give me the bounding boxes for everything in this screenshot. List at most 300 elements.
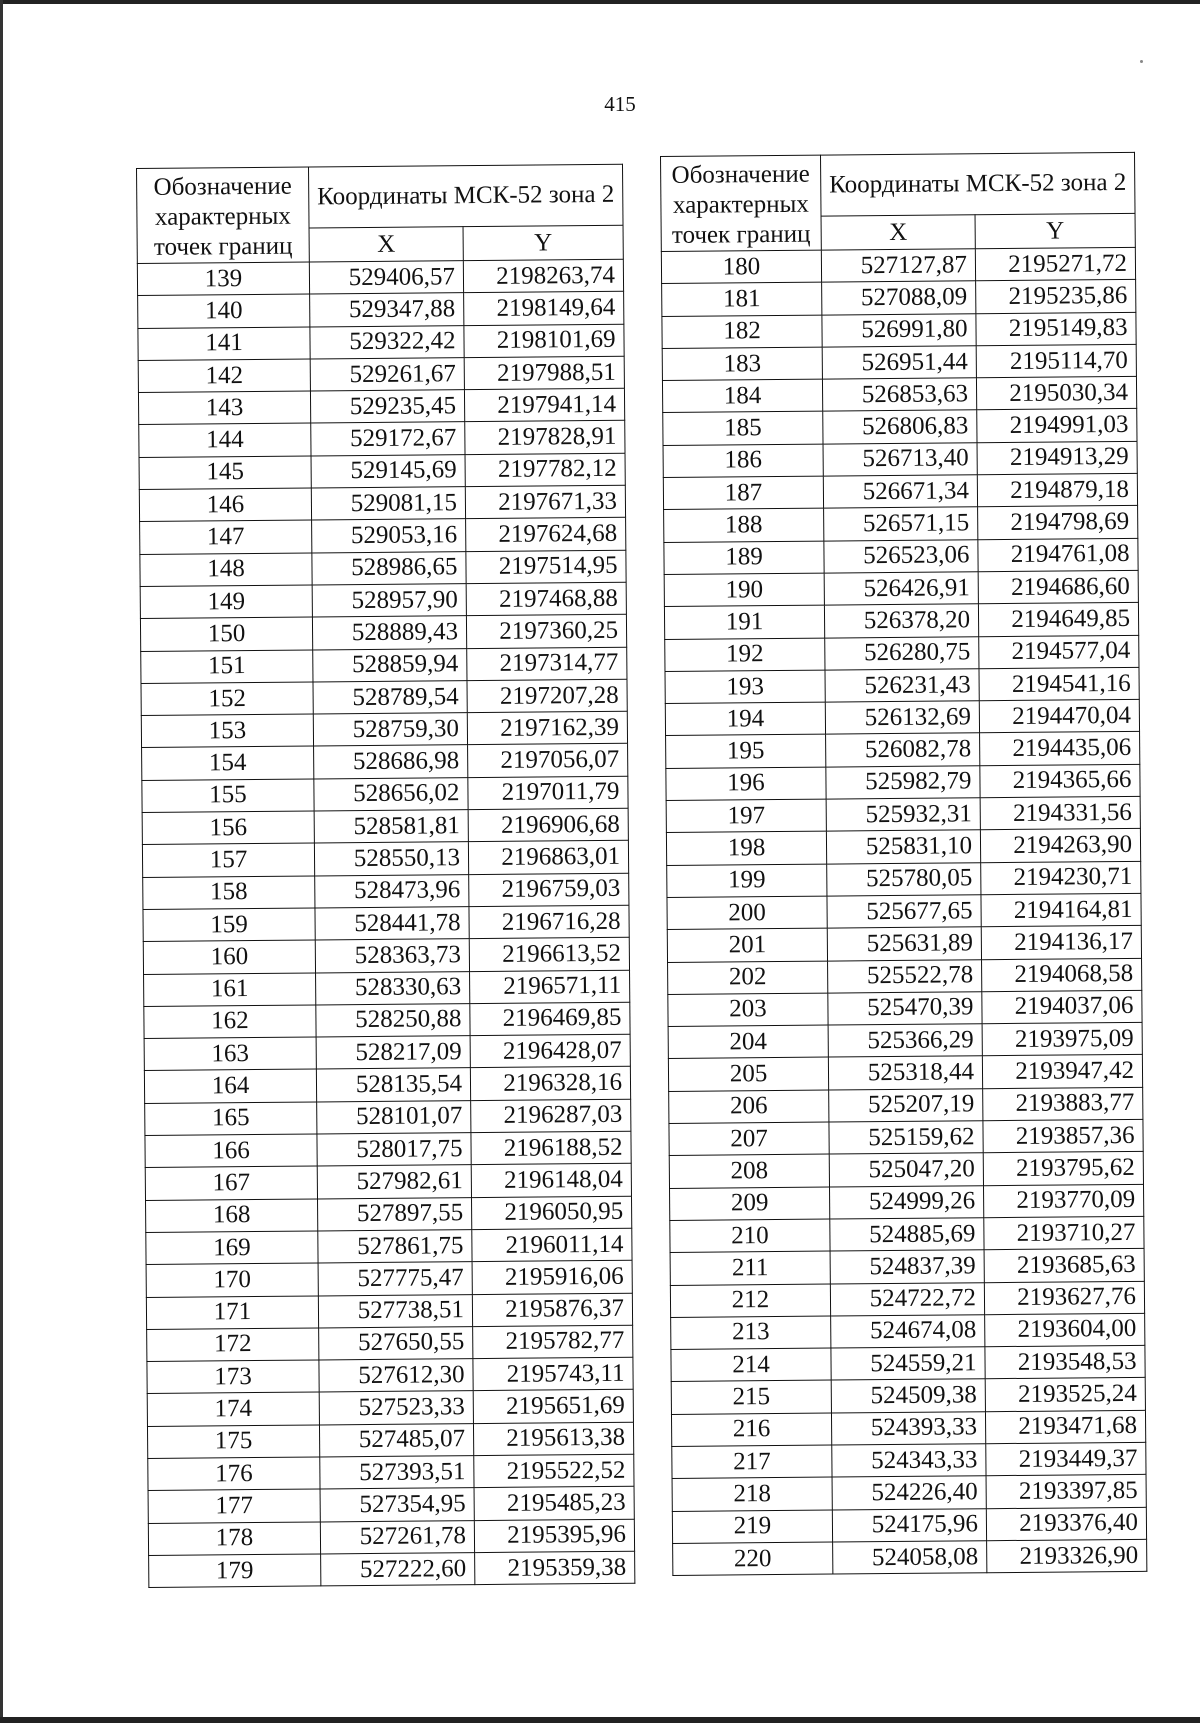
x-coordinate: 524559,21 [831,1347,985,1381]
x-coordinate: 527523,33 [319,1391,473,1425]
y-coordinate: 2196050,95 [471,1196,631,1230]
x-coordinate: 524393,33 [831,1411,985,1445]
y-coordinate: 2195395,96 [474,1519,634,1553]
x-coordinate: 527261,78 [320,1520,474,1554]
y-coordinate: 2196716,28 [469,905,629,939]
y-coordinate: 2196428,07 [470,1034,630,1068]
table-row [144,1002,630,1039]
y-coordinate: 2197011,79 [468,776,628,810]
table-row [662,377,1136,413]
point-number: 189 [664,541,824,575]
table-row [138,292,624,329]
x-coordinate: 525159,62 [829,1121,983,1155]
table-row [663,441,1137,477]
x-coordinate: 526280,75 [825,636,979,670]
table-row [145,1164,631,1201]
table-row [665,699,1139,735]
y-coordinate: 2193449,37 [986,1442,1146,1476]
table-row [663,473,1137,509]
point-number: 216 [671,1413,831,1447]
table-row [147,1422,633,1459]
point-number: 193 [665,670,825,704]
x-coordinate: 528101,07 [317,1100,471,1134]
coordinates-table-right [660,152,1147,1576]
table-row [147,1357,633,1394]
x-coordinate: 528017,75 [317,1133,471,1167]
point-number: 219 [672,1510,832,1544]
x-coordinate: 525982,79 [826,765,980,799]
x-coordinate: 527738,51 [318,1294,472,1328]
table-row [142,808,628,845]
table-row [669,1152,1143,1188]
point-number: 153 [141,714,313,748]
point-number: 178 [148,1522,320,1556]
point-number: 211 [670,1251,830,1285]
x-header: X [821,215,975,250]
table-row [664,506,1138,542]
y-coordinate: 2193548,53 [985,1345,1145,1379]
x-coordinate: 527982,61 [317,1165,471,1199]
x-coordinate: 528135,54 [316,1068,470,1102]
y-coordinate: 2193795,62 [983,1152,1143,1186]
y-coordinate: 2193947,42 [982,1055,1142,1089]
point-number: 174 [147,1392,319,1426]
point-number: 168 [146,1199,318,1233]
x-coordinate: 529261,67 [310,358,464,392]
x-coordinate: 524885,69 [830,1218,984,1252]
table-row [665,667,1139,703]
table-row [143,937,629,974]
point-number: 159 [143,908,315,942]
point-number: 163 [144,1037,316,1071]
x-coordinate: 524226,40 [832,1476,986,1510]
table-row [137,259,623,296]
point-number: 149 [140,585,312,619]
x-coordinate: 525522,78 [828,959,982,993]
y-coordinate: 2196613,52 [469,937,629,971]
x-coordinate: 529081,15 [311,487,465,521]
table-row [664,570,1138,606]
point-number: 172 [147,1328,319,1362]
point-number: 185 [663,412,823,446]
y-coordinate: 2194470,04 [979,699,1139,733]
table-row [669,1119,1143,1155]
x-coordinate: 528986,65 [312,551,466,585]
table-row [148,1486,634,1523]
y-coordinate: 2195876,37 [472,1293,632,1327]
y-coordinate: 2195522,52 [474,1454,634,1488]
point-number: 167 [145,1166,317,1200]
point-number: 154 [142,746,314,780]
table-row [139,421,625,458]
y-coordinate: 2197207,28 [467,679,627,713]
x-coordinate: 527650,55 [319,1326,473,1360]
x-coordinate: 524343,33 [832,1444,986,1478]
table-row [662,312,1136,348]
page-number: 415 [604,92,636,116]
y-coordinate: 2193770,09 [983,1184,1143,1218]
point-number: 156 [142,811,314,845]
x-coordinate: 528550,13 [314,842,468,876]
point-number: 207 [669,1122,829,1156]
x-coordinate: 528330,63 [316,971,470,1005]
point-number: 214 [671,1348,831,1382]
point-number: 139 [137,262,309,296]
table-row [669,1087,1143,1123]
table-body-left [137,259,635,1587]
y-coordinate: 2196469,85 [470,1002,630,1036]
y-coordinate: 2197162,39 [467,711,627,745]
y-coordinate: 2197988,51 [464,356,624,390]
x-coordinate: 529235,45 [310,390,464,424]
table-row [672,1475,1146,1511]
y-coordinate: 2194331,56 [980,796,1140,830]
table-row [142,776,628,813]
table-row [666,764,1140,800]
table-row [141,679,627,716]
y-coordinate: 2195651,69 [473,1390,633,1424]
x-coordinate: 525470,39 [828,992,982,1026]
point-number: 194 [665,702,825,736]
point-number: 199 [667,864,827,898]
y-coordinate: 2194541,16 [979,667,1139,701]
table-row [661,247,1135,283]
table-row [668,990,1142,1026]
y-coordinate: 2196188,52 [471,1131,631,1165]
table-row [670,1184,1144,1220]
y-coordinate: 2197828,91 [465,421,625,455]
point-number: 188 [664,508,824,542]
y-coordinate: 2193397,85 [986,1475,1146,1509]
x-coordinate: 528441,78 [315,907,469,941]
table-row [663,409,1137,445]
y-coordinate: 2198263,74 [463,259,623,293]
table-row [146,1293,632,1330]
x-coordinate: 528473,96 [315,874,469,908]
x-coordinate: 528957,90 [312,584,466,618]
y-coordinate: 2194164,81 [981,893,1141,927]
point-number: 183 [662,347,822,381]
y-coordinate: 2197514,95 [466,550,626,584]
y-coordinate: 2198101,69 [464,324,624,358]
point-number: 180 [661,250,821,284]
x-coordinate: 529406,57 [309,261,463,295]
x-coordinate: 529145,69 [311,454,465,488]
point-number: 206 [669,1090,829,1124]
table-row [149,1551,635,1588]
y-coordinate: 2196287,03 [471,1099,631,1133]
point-number: 186 [663,444,823,478]
point-number: 142 [138,359,310,393]
y-coordinate: 2193975,09 [982,1022,1142,1056]
x-coordinate: 528581,81 [314,810,468,844]
x-coordinate: 526132,69 [825,701,979,735]
y-coordinate: 2196011,14 [472,1228,632,1262]
y-coordinate: 2194686,60 [978,570,1138,604]
x-coordinate: 525677,65 [827,895,981,929]
table-row [139,453,625,490]
point-number: 200 [667,896,827,930]
table-row [667,861,1141,897]
y-coordinate: 2196863,01 [468,841,628,875]
y-coordinate: 2193376,40 [986,1507,1146,1541]
table-row [672,1442,1146,1478]
point-number: 150 [140,617,312,651]
designation-header: Обозначение характерных точек границ [137,167,310,263]
x-coordinate: 524999,26 [830,1185,984,1219]
y-coordinate: 2196571,11 [470,970,630,1004]
y-coordinate: 2196759,03 [469,873,629,907]
x-coordinate: 527393,51 [320,1456,474,1490]
x-coordinate: 524175,96 [832,1508,986,1542]
point-number: 205 [668,1057,828,1091]
point-number: 166 [145,1134,317,1168]
y-header: Y [975,214,1135,249]
x-coordinate: 526671,34 [823,475,977,509]
table-row [664,538,1138,574]
y-coordinate: 2195485,23 [474,1486,634,1520]
y-coordinate: 2194577,04 [979,635,1139,669]
x-coordinate: 528363,73 [315,939,469,973]
table-row [673,1539,1147,1575]
y-coordinate: 2196906,68 [468,808,628,842]
table-row [147,1390,633,1427]
table-row [145,1131,631,1168]
y-coordinate: 2193604,00 [985,1313,1145,1347]
point-number: 215 [671,1380,831,1414]
table-row [671,1313,1145,1349]
scan-speck [1140,60,1143,63]
table-row [666,796,1140,832]
x-coordinate: 526951,44 [822,346,976,380]
coordinates-header: Координаты МСК-52 зона 2 [820,152,1135,216]
table-row [662,280,1136,316]
y-coordinate: 2194798,69 [978,506,1138,540]
table-row [148,1454,634,1491]
table-row [148,1519,634,1556]
point-number: 155 [142,779,314,813]
x-coordinate: 526991,80 [822,313,976,347]
point-number: 143 [138,391,310,425]
x-coordinate: 525831,10 [826,830,980,864]
point-number: 187 [663,476,823,510]
point-number: 152 [141,682,313,716]
table-row [670,1249,1144,1285]
table-row [670,1281,1144,1317]
x-coordinate: 528859,94 [313,648,467,682]
x-coordinate: 528686,98 [314,745,468,779]
y-coordinate: 2197624,68 [466,518,626,552]
table-row [671,1345,1145,1381]
table-row [138,324,624,361]
page-edge-left [0,0,3,1723]
point-number: 141 [138,327,310,361]
table-row [144,970,630,1007]
y-coordinate: 2196148,04 [471,1164,631,1198]
y-coordinate: 2197671,33 [465,485,625,519]
table-row [666,732,1140,768]
y-coordinate: 2194879,18 [977,473,1137,507]
x-coordinate: 529347,88 [310,293,464,327]
table-row [662,344,1136,380]
y-coordinate: 2195149,83 [976,312,1136,346]
y-coordinate: 2195271,72 [975,247,1135,281]
y-coordinate: 2197941,14 [464,388,624,422]
y-coordinate: 2193883,77 [983,1087,1143,1121]
x-coordinate: 525207,19 [829,1088,983,1122]
y-coordinate: 2195743,11 [473,1357,633,1391]
y-coordinate: 2195030,34 [976,377,1136,411]
y-coordinate: 2197782,12 [465,453,625,487]
table-row [142,744,628,781]
table-row [138,388,624,425]
point-number: 177 [148,1489,320,1523]
y-coordinate: 2195359,38 [475,1551,635,1585]
coordinates-table-left [136,164,635,1588]
y-coordinate: 2195613,38 [473,1422,633,1456]
x-coordinate: 527485,07 [319,1423,473,1457]
y-coordinate: 2195782,77 [473,1325,633,1359]
table-row [671,1410,1145,1446]
y-coordinate: 2194230,71 [981,861,1141,895]
x-coordinate: 525366,29 [828,1024,982,1058]
x-coordinate: 526426,91 [824,572,978,606]
table-row [140,550,626,587]
table-row [667,926,1141,962]
x-coordinate: 527088,09 [822,281,976,315]
point-number: 201 [667,928,827,962]
table-row [664,603,1138,639]
x-coordinate: 527354,95 [320,1488,474,1522]
point-number: 190 [664,573,824,607]
table-row [665,635,1139,671]
x-coordinate: 525047,20 [829,1153,983,1187]
table-row [144,1034,630,1071]
point-number: 179 [149,1554,321,1588]
x-coordinate: 527775,47 [318,1262,472,1296]
table-row [144,1067,630,1104]
table-row [671,1378,1145,1414]
y-coordinate: 2197314,77 [467,647,627,681]
table-row [146,1228,632,1265]
y-coordinate: 2196328,16 [470,1067,630,1101]
point-number: 148 [140,553,312,587]
designation-header: Обозначение характерных точек границ [661,155,822,251]
point-number: 182 [662,315,822,349]
table-row [146,1196,632,1233]
x-coordinate: 524509,38 [831,1379,985,1413]
x-coordinate: 526523,06 [824,539,978,573]
x-coordinate: 525780,05 [827,862,981,896]
x-coordinate: 524674,08 [831,1315,985,1349]
point-number: 173 [147,1360,319,1394]
y-coordinate: 2194068,58 [982,958,1142,992]
x-coordinate: 527861,75 [318,1230,472,1264]
y-coordinate: 2193857,36 [983,1119,1143,1153]
point-number: 192 [665,638,825,672]
point-number: 165 [145,1102,317,1136]
point-number: 212 [670,1284,830,1318]
x-coordinate: 526806,83 [823,410,977,444]
point-number: 208 [669,1154,829,1188]
page-edge-top [0,0,1200,4]
point-number: 181 [662,282,822,316]
point-number: 213 [671,1316,831,1350]
table-row [667,893,1141,929]
point-number: 195 [666,735,826,769]
table-row [147,1325,633,1362]
x-coordinate: 529322,42 [310,325,464,359]
x-header: X [309,227,463,262]
point-number: 196 [666,767,826,801]
y-coordinate: 2193525,24 [985,1378,1145,1412]
point-number: 191 [664,605,824,639]
table-row [672,1507,1146,1543]
table-row [670,1216,1144,1252]
x-coordinate: 524058,08 [833,1541,987,1575]
x-coordinate: 529172,67 [311,422,465,456]
point-number: 220 [673,1542,833,1576]
y-coordinate: 2193326,90 [987,1539,1147,1573]
y-coordinate: 2197056,07 [468,744,628,778]
x-coordinate: 526713,40 [823,443,977,477]
x-coordinate: 529053,16 [312,519,466,553]
point-number: 176 [148,1457,320,1491]
point-number: 158 [143,876,315,910]
point-number: 169 [146,1231,318,1265]
y-coordinate: 2194263,90 [980,829,1140,863]
table-body-right [661,247,1147,1575]
y-header: Y [463,225,623,260]
table-row [140,582,626,619]
table-row [140,518,626,555]
x-coordinate: 526571,15 [824,507,978,541]
table-row [668,1022,1142,1058]
table-row [140,615,626,652]
point-number: 202 [668,961,828,995]
y-coordinate: 2197360,25 [466,615,626,649]
point-number: 160 [143,940,315,974]
point-number: 144 [139,423,311,457]
coordinates-header: Координаты МСК-52 зона 2 [308,164,623,228]
point-number: 217 [672,1445,832,1479]
y-coordinate: 2194913,29 [977,441,1137,475]
point-number: 209 [670,1187,830,1221]
y-coordinate: 2195916,06 [472,1260,632,1294]
point-number: 175 [147,1425,319,1459]
x-coordinate: 526853,63 [822,378,976,412]
x-coordinate: 527612,30 [319,1359,473,1393]
point-number: 162 [144,1005,316,1039]
point-number: 164 [144,1069,316,1103]
y-coordinate: 2193627,76 [984,1281,1144,1315]
table-row [146,1260,632,1297]
table-row [142,841,628,878]
y-coordinate: 2194136,17 [981,926,1141,960]
point-number: 197 [666,799,826,833]
y-coordinate: 2194435,06 [980,732,1140,766]
x-coordinate: 527897,55 [318,1197,472,1231]
table-row [138,356,624,393]
table-row [139,485,625,522]
point-number: 171 [146,1295,318,1329]
table-row [668,1055,1142,1091]
x-coordinate: 526082,78 [826,733,980,767]
page-edge-bottom [0,1717,1200,1723]
x-coordinate: 527222,60 [321,1552,475,1586]
x-coordinate: 526378,20 [824,604,978,638]
x-coordinate: 528789,54 [313,680,467,714]
